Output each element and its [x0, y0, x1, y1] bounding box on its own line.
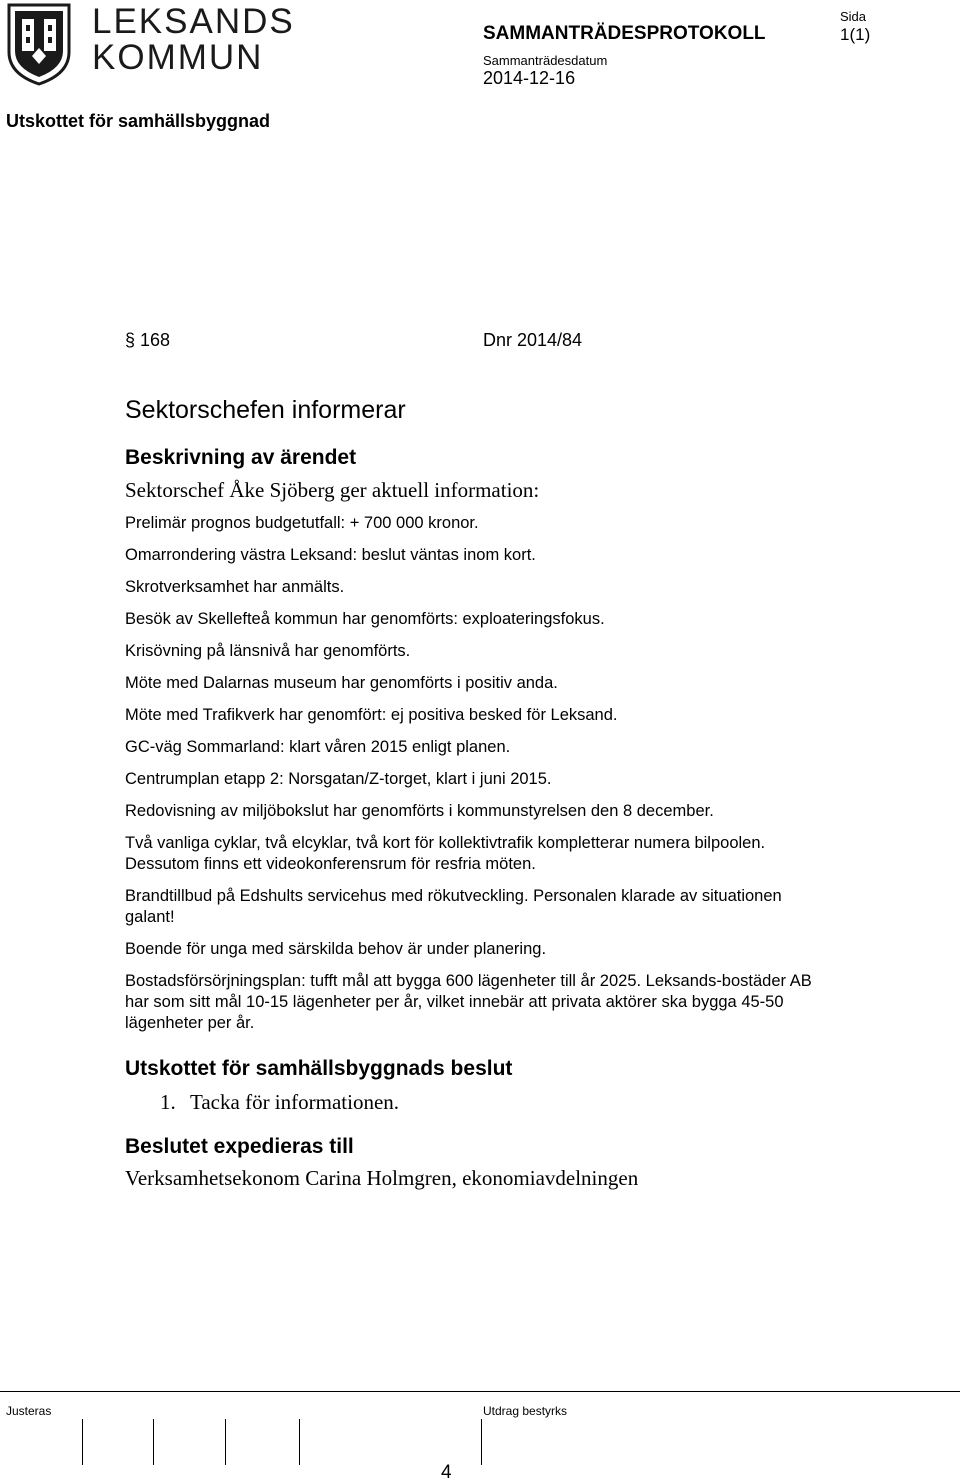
- list-item: Möte med Dalarnas museum har genomförts i positiv anda.: [125, 674, 558, 692]
- justeras-label: Justeras: [6, 1404, 52, 1418]
- decision-text: Tacka för informationen.: [190, 1090, 400, 1114]
- committee-name: Utskottet för samhällsbyggnad: [6, 111, 271, 131]
- document-type: SAMMANTRÄDESPROTOKOLL: [483, 23, 766, 44]
- information-list: [125, 513, 825, 1045]
- list-item: Omarrondering västra Leksand: beslut väntas inom kort.: [125, 546, 536, 564]
- list-item: Redovisning av miljöbokslut har genomförts i kommunstyrelsen den 8 december.: [125, 802, 714, 820]
- dispatch-recipient: Verksamhetsekonom Carina Holmgren, ekonomiavdelningen: [125, 1166, 639, 1190]
- decision-number: 1.: [160, 1090, 176, 1114]
- list-item: Möte med Trafikverk har genomfört: ej positiva besked för Leksand.: [125, 706, 618, 724]
- description-heading: Beskrivning av ärendet: [125, 446, 357, 469]
- municipal-crest-icon: [6, 2, 72, 86]
- org-name-line2: KOMMUN: [92, 38, 264, 77]
- list-item: Skrotverksamhet har anmälts.: [125, 578, 345, 596]
- list-item: Besök av Skellefteå kommun har genomförts: exploateringsfokus.: [125, 610, 605, 628]
- item-title: Sektorschefen informerar: [125, 396, 406, 424]
- footer-divider: [0, 1391, 960, 1392]
- meeting-date-value: 2014-12-16: [483, 68, 576, 88]
- page-value: 1(1): [840, 25, 871, 44]
- list-item: Krisövning på länsnivå har genomförts.: [125, 642, 411, 660]
- list-item: Boende för unga med särskilda behov är under planering.: [125, 940, 547, 958]
- list-item: Prelimär prognos budgetutfall: + 700 000 kronor.: [125, 514, 479, 532]
- decision-list: [125, 1090, 399, 1115]
- utdrag-label: Utdrag bestyrks: [483, 1404, 568, 1418]
- signature-box-divider: [82, 1419, 83, 1465]
- page-number: 4: [441, 1462, 452, 1483]
- signature-box-divider: [225, 1419, 226, 1465]
- signature-box-divider: [299, 1419, 300, 1465]
- list-item: Brandtillbud på Edshults servicehus med rökutveckling. Personalen klarade av situationen galant!: [125, 887, 782, 926]
- description-intro: Sektorschef Åke Sjöberg ger aktuell information:: [125, 478, 540, 502]
- meeting-date-label: Sammanträdesdatum: [483, 53, 608, 68]
- signature-box-divider: [481, 1419, 482, 1465]
- case-number: Dnr 2014/84: [483, 330, 583, 350]
- decision-item: [125, 1090, 399, 1115]
- signature-box-divider: [153, 1419, 154, 1465]
- list-item: Två vanliga cyklar, två elcyklar, två kort för kollektivtrafik kompletterar numera bilpoolen. Dessutom finns ett videokonferensrum för resfria möten.: [125, 834, 766, 873]
- dispatch-heading: Beslutet expedieras till: [125, 1135, 354, 1158]
- decision-heading: Utskottet för samhällsbyggnads beslut: [125, 1057, 513, 1080]
- page-label: Sida: [840, 9, 867, 24]
- paragraph-number: § 168: [125, 330, 171, 350]
- list-item: GC-väg Sommarland: klart våren 2015 enligt planen.: [125, 738, 511, 756]
- list-item: Centrumplan etapp 2: Norsgatan/Z-torget, klart i juni 2015.: [125, 770, 552, 788]
- list-item: Bostadsförsörjningsplan: tufft mål att bygga 600 lägenheter till år 2025. Leksands-bostäder AB har som sitt mål 10-15 lägenheter per år, vilket innebär att privata aktörer ska bygga 45-50 lägenheter per år.: [125, 972, 812, 1032]
- org-name-line1: LEKSANDS: [92, 2, 295, 41]
